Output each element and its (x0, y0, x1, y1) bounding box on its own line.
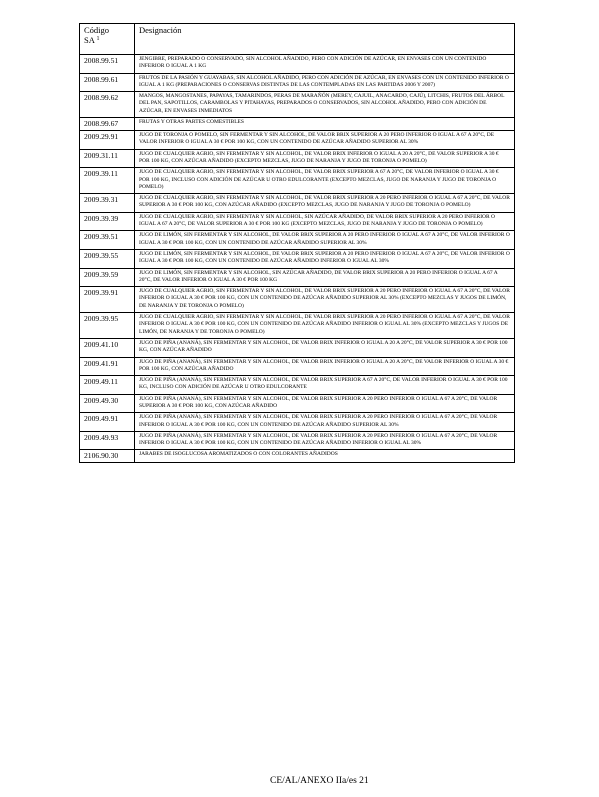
table-row (80, 212, 515, 231)
table-row (80, 73, 515, 92)
designation-cell: JUGO DE CUALQUIER AGRIO, SIN FERMENTAR Y SIN ALCOHOL, DE VALOR BRIX SUPERIOR A 20 PERO INFERIOR O IGUAL A 67 A 20°C, DE VALOR INFERIOR O IGUAL A 30 € POR 100 KG, CON UN CONTENIDO DE AZÚCAR AÑADIDO INFERIOR O IGUAL AL 30% (EXCEPTO MEZCLAS Y JUGOS DE LIMÓN, DE NARANJA Y DE TORONJA O POMELO) (135, 313, 515, 339)
column-header-code-label: Código (84, 25, 110, 35)
column-header-code-label-2: SA (84, 35, 95, 45)
table-header-row (80, 24, 515, 55)
hs-code-cell: 2009.39.91 (80, 287, 135, 313)
hs-code-cell: 2009.39.31 (80, 194, 135, 213)
table-row (80, 394, 515, 413)
page-footer: CE/AL/ANEXO IIa/es 21 (270, 776, 369, 786)
designation-cell: JUGO DE LIMÓN, SIN FERMENTAR Y SIN ALCOHOL, DE VALOR BRIX SUPERIOR A 20 PERO INFERIOR O IGUAL A 67 A 20°C, DE VALOR INFERIOR O IGUAL A 30 € POR 100 KG, CON UN CONTENIDO DE AZÚCAR AÑADIDO SUPERIOR AL 30% (135, 231, 515, 250)
table-row (80, 313, 515, 339)
designation-cell: JARABES DE ISOGLUCOSA AROMATIZADOS O CON COLORANTES AÑADIDOS (135, 450, 515, 463)
table-row (80, 376, 515, 395)
hs-code-cell: 2009.41.91 (80, 357, 135, 376)
designation-cell: JUGO DE PIÑA (ANANÁ), SIN FERMENTAR Y SIN ALCOHOL, DE VALOR BRIX SUPERIOR A 20 PERO INFERIOR O IGUAL A 67 A 20°C, DE VALOR INFERIOR O IGUAL A 30 € POR 100 KG, CON UN CONTENIDO DE AZÚCAR AÑADIDO INFERIOR O IGUAL AL 30% (135, 431, 515, 450)
designation-cell: JUGO DE CUALQUIER AGRIO, SIN FERMENTAR Y SIN ALCOHOL, SIN AZÚCAR AÑADIDO, DE VALOR BRIX SUPERIOR A 20 PERO INFERIOR O IGUAL A 67 A 20°C, DE VALOR SUPERIOR A 30 € POR 100 KG (EXCEPTO MEZCLAS, JUGO DE NARANJA Y JUGO DE TORONJA O POMELO) (135, 212, 515, 231)
designation-cell: JUGO DE LIMÓN, SIN FERMENTAR Y SIN ALCOHOL, DE VALOR BRIX SUPERIOR A 20 PERO INFERIOR O IGUAL A 67 A 20°C, DE VALOR INFERIOR O IGUAL A 30 € POR 100 KG, CON UN CONTENIDO DE AZÚCAR AÑADIDO INFERIOR O IGUAL AL 30% (135, 249, 515, 268)
designation-cell: JUGO DE PIÑA (ANANÁ), SIN FERMENTAR Y SIN ALCOHOL, DE VALOR BRIX SUPERIOR A 20 PERO INFERIOR O IGUAL A 67 A 20°C, DE VALOR INFERIOR O IGUAL A 30 € POR 100 KG, CON UN CONTENIDO DE AZÚCAR AÑADIDO SUPERIOR AL 30% (135, 413, 515, 432)
hs-code-cell: 2009.29.91 (80, 131, 135, 150)
table-row (80, 413, 515, 432)
table-row (80, 118, 515, 131)
hs-code-cell: 2106.90.30 (80, 450, 135, 463)
table-row (80, 357, 515, 376)
hs-code-cell: 2009.39.55 (80, 249, 135, 268)
designation-cell: JUGO DE CUALQUIER AGRIO, SIN FERMENTAR Y SIN ALCOHOL, DE VALOR BRIX SUPERIOR A 20 PERO INFERIOR O IGUAL A 67 A 20°C, DE VALOR SUPERIOR A 30 € POR 100 KG, CON AZÚCAR AÑADIDO (EXCEPTO MEZCLAS, JUGO DE NARANJA Y JUGO DE TORONJA O POMELO) (135, 194, 515, 213)
table-row (80, 168, 515, 194)
table-row (80, 131, 515, 150)
column-header-code (80, 24, 135, 55)
hs-code-cell: 2009.41.10 (80, 338, 135, 357)
designation-cell: JUGO DE CUALQUIER AGRIO, SIN FERMENTAR Y SIN ALCOHOL, DE VALOR BRIX SUPERIOR A 67 A 20°C, DE VALOR INFERIOR O IGUAL A 30 € POR 100 KG, INCLUSO CON ADICIÓN DE AZÚCAR U OTRO EDULCORANTE (EXCEPTO MEZCLAS, JUGO DE NARANJA Y JUGO DE TORONJA O POMELO) (135, 168, 515, 194)
designation-cell: JUGO DE CUALQUIER AGRIO, SIN FERMENTAR Y SIN ALCOHOL, DE VALOR BRIX SUPERIOR A 20 PERO INFERIOR O IGUAL A 67 A 20°C, DE VALOR INFERIOR O IGUAL A 30 € POR 100 KG, CON UN CONTENIDO DE AZÚCAR AÑADIDO SUPERIOR AL 30% (EXCEPTO MEZCLAS Y JUGOS DE LIMÓN, DE NARANJA Y DE TORONJA O POMELO) (135, 287, 515, 313)
footnote-marker: 1 (96, 36, 100, 42)
table-row (80, 231, 515, 250)
hs-code-cell: 2009.49.11 (80, 376, 135, 395)
table-body (80, 55, 515, 463)
table-row (80, 149, 515, 168)
hs-code-cell: 2009.39.51 (80, 231, 135, 250)
hs-code-cell: 2009.39.11 (80, 168, 135, 194)
hs-code-cell: 2009.39.39 (80, 212, 135, 231)
designation-cell: FRUTOS DE LA PASIÓN Y GUAYABAS, SIN ALCOHOL AÑADIDO, PERO CON ADICIÓN DE AZÚCAR, EN ENVASES CON UN CONTENIDO INFERIOR O IGUAL A 1 KG (PREPARACIONES O CONSERVAS DISTINTAS DE LAS CONTEMPLADAS EN LAS PARTIDAS 2006 Y 2007) (135, 73, 515, 92)
table-row (80, 55, 515, 74)
hs-code-cell: 2009.49.91 (80, 413, 135, 432)
hs-code-cell: 2009.39.95 (80, 313, 135, 339)
hs-code-cell: 2008.99.51 (80, 55, 135, 74)
table-row (80, 450, 515, 463)
hs-code-cell: 2009.39.59 (80, 268, 135, 287)
column-header-designation: Designación (135, 24, 515, 55)
designation-cell: MANGOS, MANGOSTANES, PAPAYAS, TAMARINDOS, PERAS DE MARAÑÓN (MEREY, CAJUIL, ANACARDO, CAJÚ), LITCHIS, FRUTOS DEL ÁRBOL DEL PAN, SAPOTILLOS, CARAMBOLAS Y PITAHAYAS, PREPARADOS O CONSERVADOS, SIN ALCOHOL AÑADIDO, PERO CON ADICIÓN DE AZÚCAR, EN ENVASES INMEDIATOS (135, 92, 515, 118)
designation-cell: JUGO DE PIÑA (ANANÁ), SIN FERMENTAR Y SIN ALCOHOL, DE VALOR BRIX SUPERIOR A 20 PERO INFERIOR O IGUAL A 67 A 20°C, DE VALOR SUPERIOR A 30 € POR 100 KG, CON AZÚCAR AÑADIDO (135, 394, 515, 413)
tariff-table (79, 23, 515, 463)
table-row (80, 268, 515, 287)
hs-code-cell: 2009.49.30 (80, 394, 135, 413)
designation-cell: JUGO DE TORONJA O POMELO, SIN FERMENTAR Y SIN ALCOHOL, DE VALOR BRIX SUPERIOR A 20 PERO INFERIOR O IGUAL A 67 A 20°C, DE VALOR INFERIOR O IGUAL A 30 € POR 100 KG, CON UN CONTENIDO DE AZÚCAR AÑADIDO SUPERIOR AL 30% (135, 131, 515, 150)
hs-code-cell: 2008.99.62 (80, 92, 135, 118)
hs-code-cell: 2009.31.11 (80, 149, 135, 168)
hs-code-cell: 2009.49.93 (80, 431, 135, 450)
designation-cell: JUGO DE PIÑA (ANANÁ), SIN FERMENTAR Y SIN ALCOHOL, DE VALOR BRIX INFERIOR O IGUAL A 20 A 20°C, DE VALOR SUPERIOR A 30 € POR 100 KG, CON AZÚCAR AÑADIDO (135, 338, 515, 357)
hs-code-cell: 2008.99.61 (80, 73, 135, 92)
table-row (80, 194, 515, 213)
designation-cell: JENGIBRE, PREPARADO O CONSERVADO, SIN ALCOHOL AÑADIDO, PERO CON ADICIÓN DE AZÚCAR, EN ENVASES CON UN CONTENIDO INFERIOR O IGUAL A 1 KG (135, 55, 515, 74)
table-row (80, 338, 515, 357)
designation-cell: JUGO DE PIÑA (ANANÁ), SIN FERMENTAR Y SIN ALCOHOL, DE VALOR BRIX SUPERIOR A 67 A 20°C, DE VALOR INFERIOR O IGUAL A 30 € POR 100 KG, INCLUSO CON ADICIÓN DE AZÚCAR U OTRO EDULCORANTE (135, 376, 515, 395)
designation-cell: JUGO DE PIÑA (ANANÁ), SIN FERMENTAR Y SIN ALCOHOL, DE VALOR BRIX INFERIOR O IGUAL A 20 A 20°C, DE VALOR INFERIOR O IGUAL A 30 € POR 100 KG, CON AZÚCAR AÑADIDO (135, 357, 515, 376)
table-row (80, 249, 515, 268)
designation-cell: JUGO DE CUALQUIER AGRIO, SIN FERMENTAR Y SIN ALCOHOL, DE VALOR BRIX INFERIOR O IGUAL A 20 A 20°C, DE VALOR SUPERIOR A 30 € POR 100 KG, CON AZÚCAR AÑADIDO (EXCEPTO MEZCLAS, JUGO DE NARANJA Y JUGO DE TORONJA O POMELO) (135, 149, 515, 168)
table-row (80, 92, 515, 118)
hs-code-cell: 2008.99.67 (80, 118, 135, 131)
table-row (80, 431, 515, 450)
designation-cell: FRUTAS Y OTRAS PARTES COMESTIBLES (135, 118, 515, 131)
table-row (80, 287, 515, 313)
designation-cell: JUGO DE LIMÓN, SIN FERMENTAR Y SIN ALCOHOL, SIN AZÚCAR AÑADIDO, DE VALOR BRIX SUPERIOR A 20 PERO INFERIOR O IGUAL A 67 A 20°C, DE VALOR INFERIOR O IGUAL A 30 € POR 100 KG (135, 268, 515, 287)
